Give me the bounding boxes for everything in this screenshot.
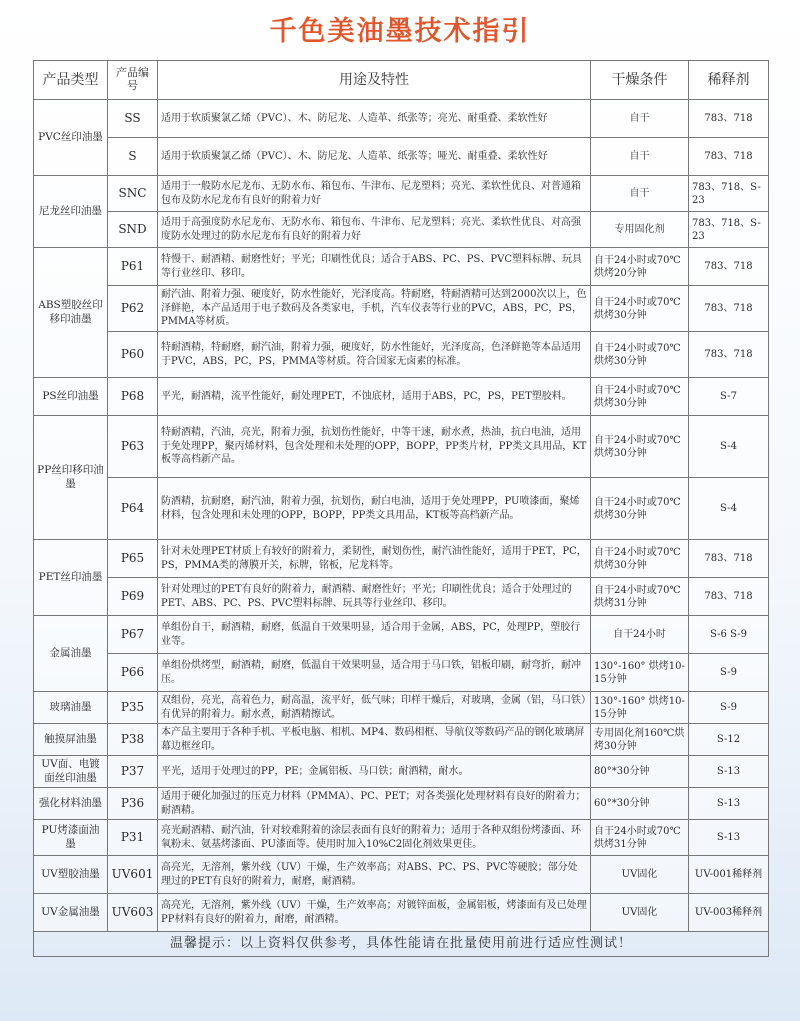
product-code-cell: SND [108,212,158,248]
table-row [34,788,769,820]
thinner-cell: UV-001稀释剂 [689,856,769,894]
thinner-cell: 783、718 [689,332,769,378]
product-type-cell: PVC丝印油墨 [34,100,108,176]
table-body [34,100,769,932]
dry-condition-cell: 自干24小时或70℃烘烤31分钟 [591,820,689,856]
header-usage: 用途及特性 [158,61,591,100]
table-row [34,856,769,894]
thinner-cell: 783、718、S-23 [689,176,769,212]
product-code-cell: P69 [108,578,158,616]
header-code: 产品编号 [108,61,158,100]
usage-cell: 特慢干、耐酒精、耐磨性好；平光；印刷性优良；适合于ABS、PC、PS、PVC塑料标牌、玩具等行业丝印、移印。 [158,248,591,286]
usage-cell: 本产品主要用于各种手机、平板电脑、相机、MP4、数码相框、导航仪等数码产品的钢化玻璃屏幕边框丝印。 [158,724,591,756]
table-row [34,894,769,932]
thinner-cell: 783、718 [689,248,769,286]
dry-condition-cell: 自干24小时或70℃烘烤30分钟 [591,540,689,578]
thinner-cell: S-4 [689,478,769,540]
table-row [34,756,769,788]
product-code-cell: P31 [108,820,158,856]
product-type-cell: 金属油墨 [34,616,108,692]
thinner-cell: S-6 S-9 [689,616,769,654]
thinner-cell: S-13 [689,788,769,820]
product-code-cell: P60 [108,332,158,378]
usage-cell: 高亮光，无溶剂，紫外线（UV）干燥，生产效率高；对ABS、PC、PS、PVC等硬胶；部分处理过的PET有良好的附着力，耐磨，耐酒精。 [158,856,591,894]
usage-cell: 防酒精，抗耐磨，耐汽油，附着力强，抗划伤，耐白电油，适用于免处理PP，PU喷漆面，聚烯材料，包含处理和未处理的OPP，BOPP，PP类文具用品，KT板等高档新产品。 [158,478,591,540]
dry-condition-cell: 自干 [591,138,689,176]
usage-cell: 特耐酒精，汽油，亮光，附着力强，抗划伤性能好，中等干速，耐水煮，热油，抗白电油，适用于免处理PP，聚丙烯材料，包含处理和未处理的OPP，BOPP，PP类片材，PP类文具用品，KT板等高档新产品。 [158,416,591,478]
product-code-cell: SS [108,100,158,138]
usage-cell: 针对处理过的PET有良好的附着力，耐酒精、耐磨性好；平光；印刷性优良；适合于处理过的PET、ABS、PC、PS、PVC塑料标牌、玩具等行业丝印、移印。 [158,578,591,616]
table-row [34,478,769,540]
usage-cell: 亮光耐酒精、耐汽油，针对较难附着的涂层表面有良好的附着力；适用于各种双组份烤漆面、环氧粉末、氨基烤漆面、PU漆面等。使用时加入10%C2固化剂效果更佳。 [158,820,591,856]
thinner-cell: 783、718 [689,100,769,138]
product-type-cell: ABS塑胶丝印移印油墨 [34,248,108,378]
dry-condition-cell: 自干24小时或70℃烘烤30分钟 [591,478,689,540]
product-code-cell: UV601 [108,856,158,894]
usage-cell: 适用于软质聚氯乙烯（PVC）、木、防尼龙、人造革、纸张等；亮光、耐重叠、柔软性好 [158,100,591,138]
usage-cell: 适用于一般防水尼龙布、无防水布、箱包布、牛津布、尼龙塑料；亮光、柔软性优良、对普通箱包布及防水尼龙布有良好的附着力好 [158,176,591,212]
product-code-cell: P66 [108,654,158,692]
table-row [34,176,769,212]
thinner-cell: 783、718、S-23 [689,212,769,248]
usage-cell: 针对未处理PET材质上有较好的附着力，柔韧性，耐划伤性，耐汽油性能好，适用于PET，PC，PS，PMMA类的薄膜开关，标牌，铭板，尼龙料等。 [158,540,591,578]
table-row [34,724,769,756]
dry-condition-cell: 80°*30分钟 [591,756,689,788]
thinner-cell: S-9 [689,692,769,724]
usage-cell: 特耐酒精，特耐磨，耐汽油，附着力强，硬度好，防水性能好，光泽度高，色泽鲜艳等本品适用于PVC，ABS，PC，PS，PMMA等材质。符合国家无卤素的标准。 [158,332,591,378]
usage-cell: 单组份烘烤型，耐酒精，耐磨，低温自干效果明显，适合用于马口铁，铝板印刷，耐弯折，耐冲压。 [158,654,591,692]
dry-condition-cell: 自干24小时 [591,616,689,654]
table-header-row [34,61,769,100]
dry-condition-cell: 自干 [591,176,689,212]
product-code-cell: P68 [108,378,158,416]
thinner-cell: 783、718 [689,540,769,578]
product-type-cell: 玻璃油墨 [34,692,108,724]
usage-cell: 平光，耐酒精，流平性能好，耐处理PET，不蚀底材，适用于ABS，PC，PS，PET塑胶料。 [158,378,591,416]
table-row [34,416,769,478]
product-type-cell: 强化材料油墨 [34,788,108,820]
thinner-cell: S-12 [689,724,769,756]
product-type-cell: 触摸屏油墨 [34,724,108,756]
product-type-cell: PS丝印油墨 [34,378,108,416]
dry-condition-cell: 专用固化剂160℃烘烤30分钟 [591,724,689,756]
thinner-cell: S-13 [689,756,769,788]
dry-condition-cell: 自干24小时或70℃烘烤30分钟 [591,332,689,378]
ink-guide-table [33,60,769,957]
table-row [34,616,769,654]
usage-cell: 适用于软质聚氯乙烯（PVC）、木、防尼龙、人造革、纸张等；哑光、耐重叠、柔软性好 [158,138,591,176]
dry-condition-cell: 自干 [591,100,689,138]
product-code-cell: P64 [108,478,158,540]
thinner-cell: UV-003稀释剂 [689,894,769,932]
dry-condition-cell: 专用固化剂 [591,212,689,248]
thinner-cell: 783、718 [689,286,769,332]
usage-cell: 单组份自干，耐酒精，耐磨，低温自干效果明显，适合用于金属，ABS，PC，处理PP，塑胶行业等。 [158,616,591,654]
product-type-cell: PP丝印移印油墨 [34,416,108,540]
table-row [34,248,769,286]
product-type-cell: PU烤漆面油墨 [34,820,108,856]
thinner-cell: S-9 [689,654,769,692]
product-type-cell: 尼龙丝印油墨 [34,176,108,248]
product-code-cell: SNC [108,176,158,212]
dry-condition-cell: 自干24小时或70℃烘烤20分钟 [591,248,689,286]
thinner-cell: S-13 [689,820,769,856]
dry-condition-cell: 130°-160° 烘烤10-15分钟 [591,654,689,692]
dry-condition-cell: 自干24小时或70℃烘烤31分钟 [591,578,689,616]
table-row [34,820,769,856]
product-code-cell: P62 [108,286,158,332]
usage-cell: 适用于高强度防水尼龙布、无防水布、箱包布、牛津布、尼龙塑料；亮光、柔软性优良、对高强度防水处理过的防水尼龙布有良好的附着力好 [158,212,591,248]
table-row [34,138,769,176]
table-row [34,332,769,378]
usage-cell: 高亮光，无溶剂，紫外线（UV）干燥，生产效率高；对镀锌面板，金属铝板，烤漆面有及已处理PP材料有良好的附着力，耐磨，耐酒精。 [158,894,591,932]
product-code-cell: S [108,138,158,176]
dry-condition-cell: 自干24小时或70℃烘烤30分钟 [591,286,689,332]
thinner-cell: 783、718 [689,138,769,176]
header-thinner: 稀释剂 [689,61,769,100]
table-row [34,286,769,332]
table-row [34,212,769,248]
usage-cell: 耐汽油、附着力强、硬度好，防水性能好，光泽度高。特耐磨，特耐酒精可达到2000次以上，色泽鲜艳，本产品适用于电子数码及各类家电，手机，汽车仪表等行业的PVC，ABS，PC，PS，PMMA等材质。 [158,286,591,332]
product-code-cell: P35 [108,692,158,724]
table-row [34,692,769,724]
thinner-cell: 783、718 [689,578,769,616]
table-row [34,578,769,616]
product-code-cell: P38 [108,724,158,756]
usage-cell: 适用于硬化加强过的压克力材料（PMMA）、PC、PET；对各类强化处理材料有良好的附着力；耐酒精。 [158,788,591,820]
product-type-cell: UV面、电镀面丝印油墨 [34,756,108,788]
dry-condition-cell: 60°*30分钟 [591,788,689,820]
product-type-cell: UV金属油墨 [34,894,108,932]
table-row [34,100,769,138]
usage-cell: 双组份，亮光，高着色力，耐高温，流平好，低气味；印样干燥后，对玻璃，金属（铝，马口铁）有优异的附着力。耐水煮，耐酒精擦试。 [158,692,591,724]
product-code-cell: P61 [108,248,158,286]
product-type-cell: UV塑胶油墨 [34,856,108,894]
product-code-cell: P36 [108,788,158,820]
table-row [34,378,769,416]
header-type: 产品类型 [34,61,108,100]
page-title: 千色美油墨技术指引 [269,16,531,47]
dry-condition-cell: UV固化 [591,894,689,932]
thinner-cell: S-7 [689,378,769,416]
product-code-cell: P67 [108,616,158,654]
dry-condition-cell: 130°-160° 烘烤10-15分钟 [591,692,689,724]
product-code-cell: P37 [108,756,158,788]
header-dry: 干燥条件 [591,61,689,100]
usage-cell: 平光，适用于处理过的PP，PE；金属铝板、马口铁；耐酒精，耐水。 [158,756,591,788]
footer-row [34,932,769,957]
product-type-cell: PET丝印油墨 [34,540,108,616]
dry-condition-cell: 自干24小时或70℃烘烤30分钟 [591,378,689,416]
product-code-cell: P65 [108,540,158,578]
table-row [34,654,769,692]
dry-condition-cell: 自干24小时或70℃烘烤30分钟 [591,416,689,478]
product-code-cell: UV603 [108,894,158,932]
product-code-cell: P63 [108,416,158,478]
footer-note: 温馨提示：以上资料仅供参考，具体性能请在批量使用前进行适应性测试！ [34,932,769,957]
table-row [34,540,769,578]
thinner-cell: S-4 [689,416,769,478]
dry-condition-cell: UV固化 [591,856,689,894]
